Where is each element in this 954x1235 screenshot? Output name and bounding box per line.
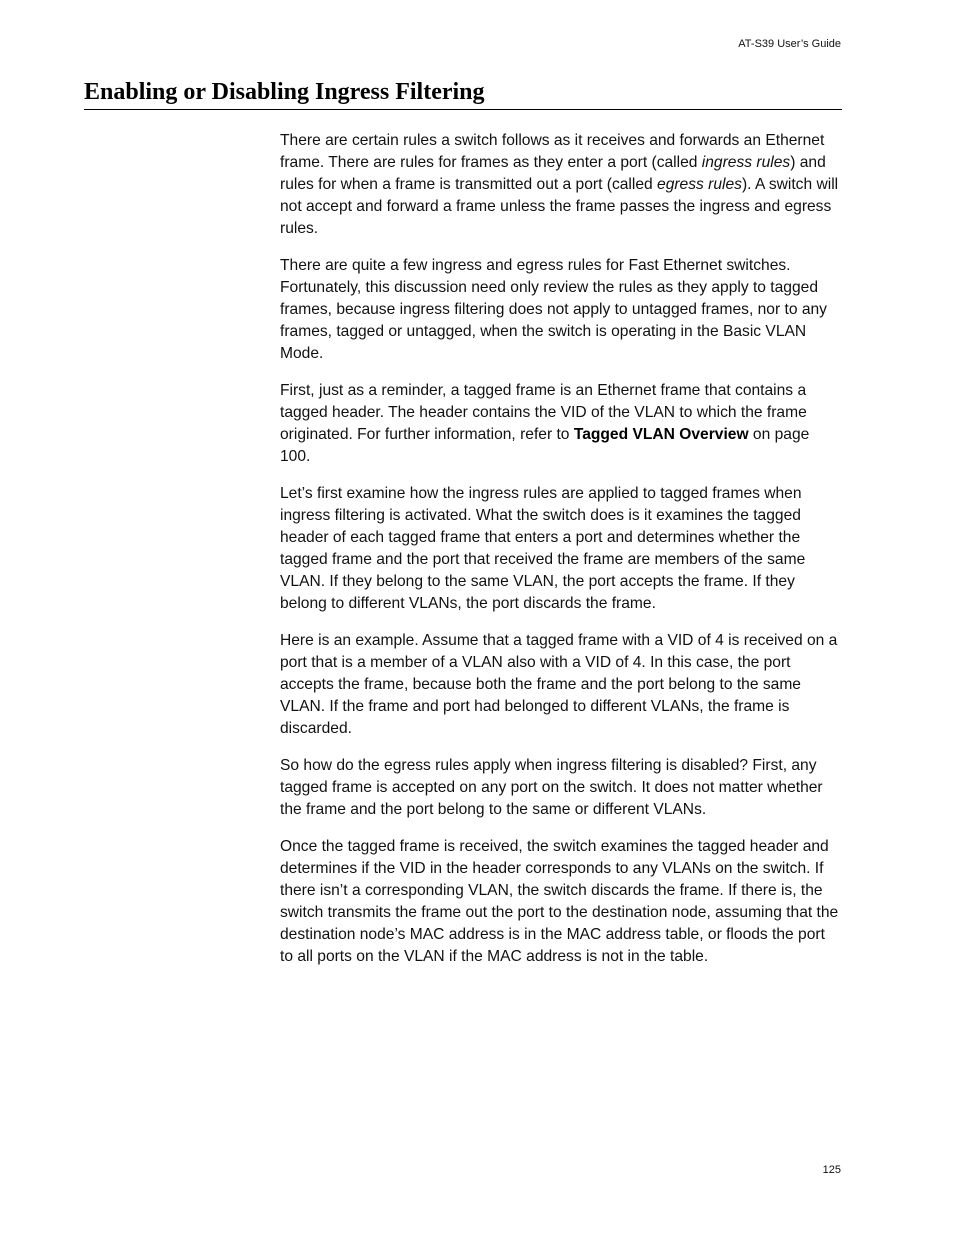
paragraph-2: There are quite a few ingress and egress rules for Fast Ethernet switches. Fortunately, this discussion need only review the rules as they apply to tagged frames, because ingress filtering does not apply to untagged frames, nor to any frames, tagged or untagged, when the switch is operating in the Basic VLAN Mode. — [280, 257, 827, 362]
paragraph-7: Once the tagged frame is received, the switch examines the tagged header and determines if the VID in the header corresponds to any VLANs on the switch. If there isn’t a corresponding VLAN, the switch discards the frame. If there is, the switch transmits the frame out the port to the destination node, assuming that the destination node’s MAC address is in the MAC address table, or floods the port to all ports on the VLAN if the MAC address is not in the table. — [280, 838, 839, 965]
tagged-vlan-overview-link[interactable]: Tagged VLAN Overview — [573, 425, 749, 443]
page-number: 125 — [822, 1164, 841, 1176]
section-title: Enabling or Disabling Ingress Filtering — [84, 77, 842, 110]
paragraph-4: Let’s first examine how the ingress rules are applied to tagged frames when ingress filtering is activated. What the switch does is it examines the tagged header of each tagged frame that enters a port and determines whether the tagged frame and the port that received the frame are members of the same VLAN. If they belong to the same VLAN, the port accepts the frame. If they belong to different VLANs, the port discards the frame. — [280, 485, 806, 612]
paragraph-5: Here is an example. Assume that a tagged frame with a VID of 4 is received on a port that is a member of a VLAN also with a VID of 4. In this case, the port accepts the frame, because both the frame and the port belong to the same VLAN. If the frame and port had belonged to different VLANs, the frame is discarded. — [280, 632, 838, 737]
term-ingress-rules: ingress rules — [701, 153, 791, 171]
paragraph-6: So how do the egress rules apply when ingress filtering is disabled? First, any tagged frame is accepted on any port on the switch. It does not matter whether the frame and the port belong to the same or different VLANs. — [280, 757, 823, 818]
body-text — [280, 130, 842, 983]
paragraph-1: There are certain rules a switch follows as it receives and forwards an Ethernet frame. There are rules for frames as they enter a port (called ingress rules) and rules for when a frame is transmitted out a port (called egress rules). A switch will not accept and forward a frame unless the frame passes the ingress and egress rules. — [280, 132, 839, 237]
term-egress-rules: egress rules — [657, 175, 742, 193]
running-header: AT-S39 User’s Guide — [738, 38, 841, 50]
paragraph-3: First, just as a reminder, a tagged frame is an Ethernet frame that contains a tagged header. The header contains the VID of the VLAN to which the frame originated. For further information, refer to Tagged VLAN Overview on page 100. — [280, 382, 810, 465]
